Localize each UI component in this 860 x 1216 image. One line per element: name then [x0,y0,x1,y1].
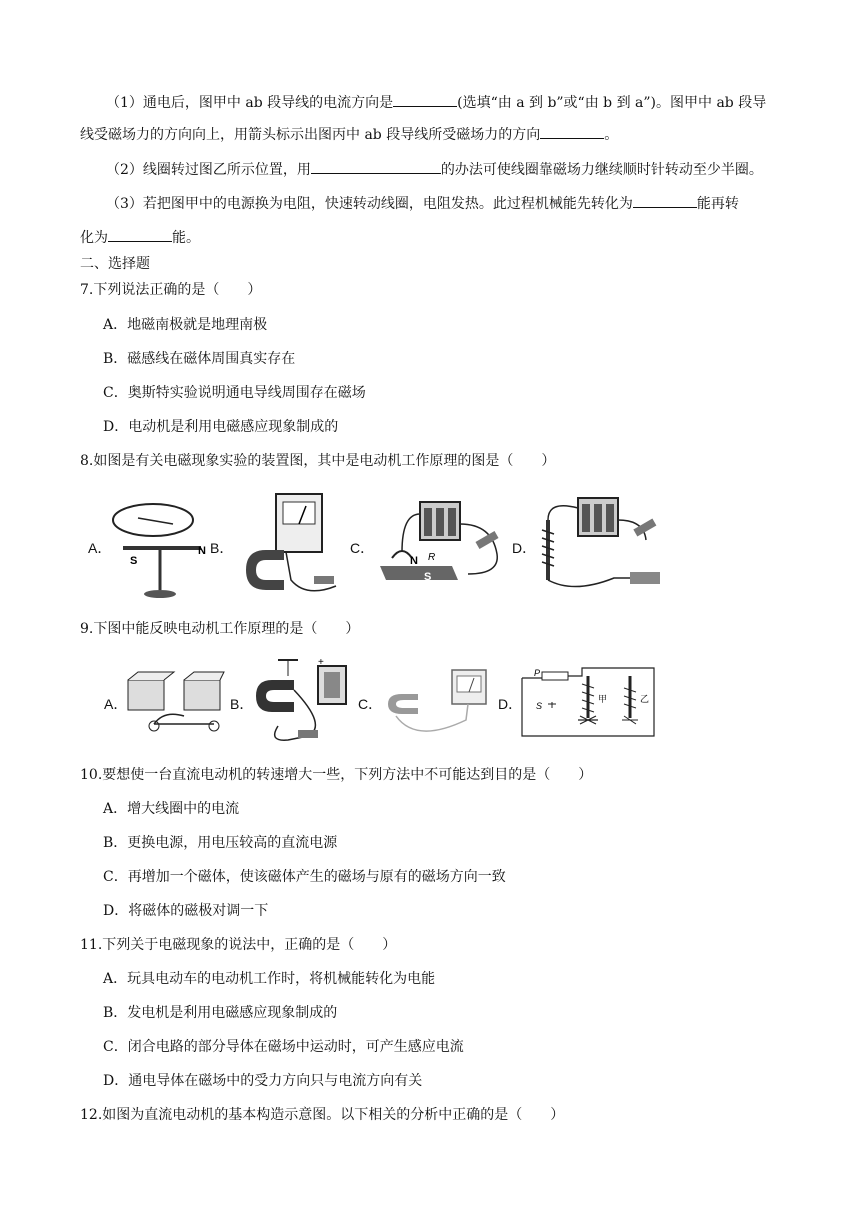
q6-part2-text-b: 的办法可使线圈靠磁场力继续顺时针转动至少半圈。 [440,162,763,178]
q7-option-b[interactable]: B．磁感线在磁体周围真实存在 [103,351,296,367]
q6-part2-text-a: （2）线圈转过图乙所示位置，用 [106,162,311,178]
q6-blank-3[interactable] [311,158,441,174]
q6-part1-text-d: 。 [604,127,619,143]
q6-part3-text-d: 能。 [172,230,200,246]
q9-d-yi-text: 乙 [640,694,650,704]
q6-part2-line [106,158,763,180]
q10-option-a[interactable]: A．增大线圈中的电流 [103,801,240,817]
q9-label-d[interactable]: D． [498,696,523,712]
q6-part3-text-b: 能再转 [696,196,739,212]
q6-part3-line1 [106,192,739,214]
q8-label-d[interactable]: D． [512,540,537,556]
q8-label-b[interactable]: B． [210,540,234,556]
q6-part3-text-c: 化为 [80,230,108,246]
q7-option-c[interactable]: C．奥斯特实验说明通电导线周围存在磁场 [103,385,366,401]
q8-figure-a [108,494,208,604]
q8-label-a[interactable]: A． [88,540,112,556]
q11-stem: 11.下列关于电磁现象的说法中，正确的是（ ） [80,937,397,953]
q9-b-plus-icon: + [318,657,324,668]
q10-option-d[interactable]: D．将磁体的磁极对调一下 [103,903,269,919]
q8-figure-c [372,494,512,594]
q10-stem: 10.要想使一台直流电动机的转速增大一些，下列方法中不可能达到目的是（ ） [80,767,593,783]
q9-figure-d [518,664,664,740]
q6-part3-line2 [80,226,200,248]
q11-option-b[interactable]: B．发电机是利用电磁感应现象制成的 [103,1005,338,1021]
q9-label-c[interactable]: C． [358,696,383,712]
section-heading: 二、选择题 [80,256,150,272]
q6-blank-5[interactable] [108,226,172,242]
q9-d-s-text: S [536,701,543,711]
q11-option-d[interactable]: D．通电导体在磁场中的受力方向只与电流方向有关 [103,1073,423,1089]
q9-d-jia-text: 甲 [598,694,608,704]
q9-figure-a [124,670,228,734]
q12-stem: 12.如图为直流电动机的基本构造示意图。以下相关的分析中正确的是（ ） [80,1107,565,1123]
q8-a-s-text: S [130,555,138,567]
q6-part1-text-b: (选填“由 a 到 b”或“由 b 到 a”)。图甲中 ab 段导 [457,95,767,111]
q9-figure-b [248,656,358,748]
q6-blank-4[interactable] [633,192,697,208]
q8-figure-d [534,490,668,596]
q10-option-c[interactable]: C．再增加一个磁体，使该磁体产生的磁场与原有的磁场方向一致 [103,869,506,885]
q8-stem: 8.如图是有关电磁现象实验的装置图，其中是电动机工作原理的图是（ ） [80,453,556,469]
q9-figure-c [376,664,492,746]
q6-part3-text-a: （3）若把图甲中的电源换为电阻，快速转动线圈，电阻发热。此过程机械能先转化为 [106,196,633,212]
q11-option-c[interactable]: C．闭合电路的部分导体在磁场中运动时，可产生感应电流 [103,1039,464,1055]
q6-part1-line2 [80,123,618,145]
q8-figure-b [236,490,346,608]
q6-part1-line1 [106,91,766,113]
q10-option-b[interactable]: B．更换电源，用电压较高的直流电源 [103,835,338,851]
q9-d-p-text: P [534,668,541,678]
q7-option-d[interactable]: D．电动机是利用电磁感应现象制成的 [103,419,339,435]
q6-part1-text-c: 线受磁场力的方向向上，用箭头标示出图丙中 ab 段导线所受磁场力的方向 [80,127,541,143]
q6-blank-1[interactable] [393,91,457,107]
q6-part1-text-a: （1）通电后，图甲中 ab 段导线的电流方向是 [106,95,394,111]
q8-label-c[interactable]: C． [350,540,375,556]
q7-option-a[interactable]: A．地磁南极就是地理南极 [103,317,268,333]
q9-label-a[interactable]: A． [104,696,128,712]
q9-stem: 9.下图中能反映电动机工作原理的是（ ） [80,621,360,637]
q8-c-r-text: R [428,552,436,563]
q8-c-s-text: S [424,571,432,583]
q6-blank-2[interactable] [540,123,604,139]
q8-a-n-text: N [198,545,206,557]
q7-stem: 7.下列说法正确的是（ ） [80,282,262,298]
q8-c-n-text: N [410,555,418,567]
q9-label-b[interactable]: B． [230,696,254,712]
q11-option-a[interactable]: A．玩具电动车的电动机工作时，将机械能转化为电能 [103,971,436,987]
